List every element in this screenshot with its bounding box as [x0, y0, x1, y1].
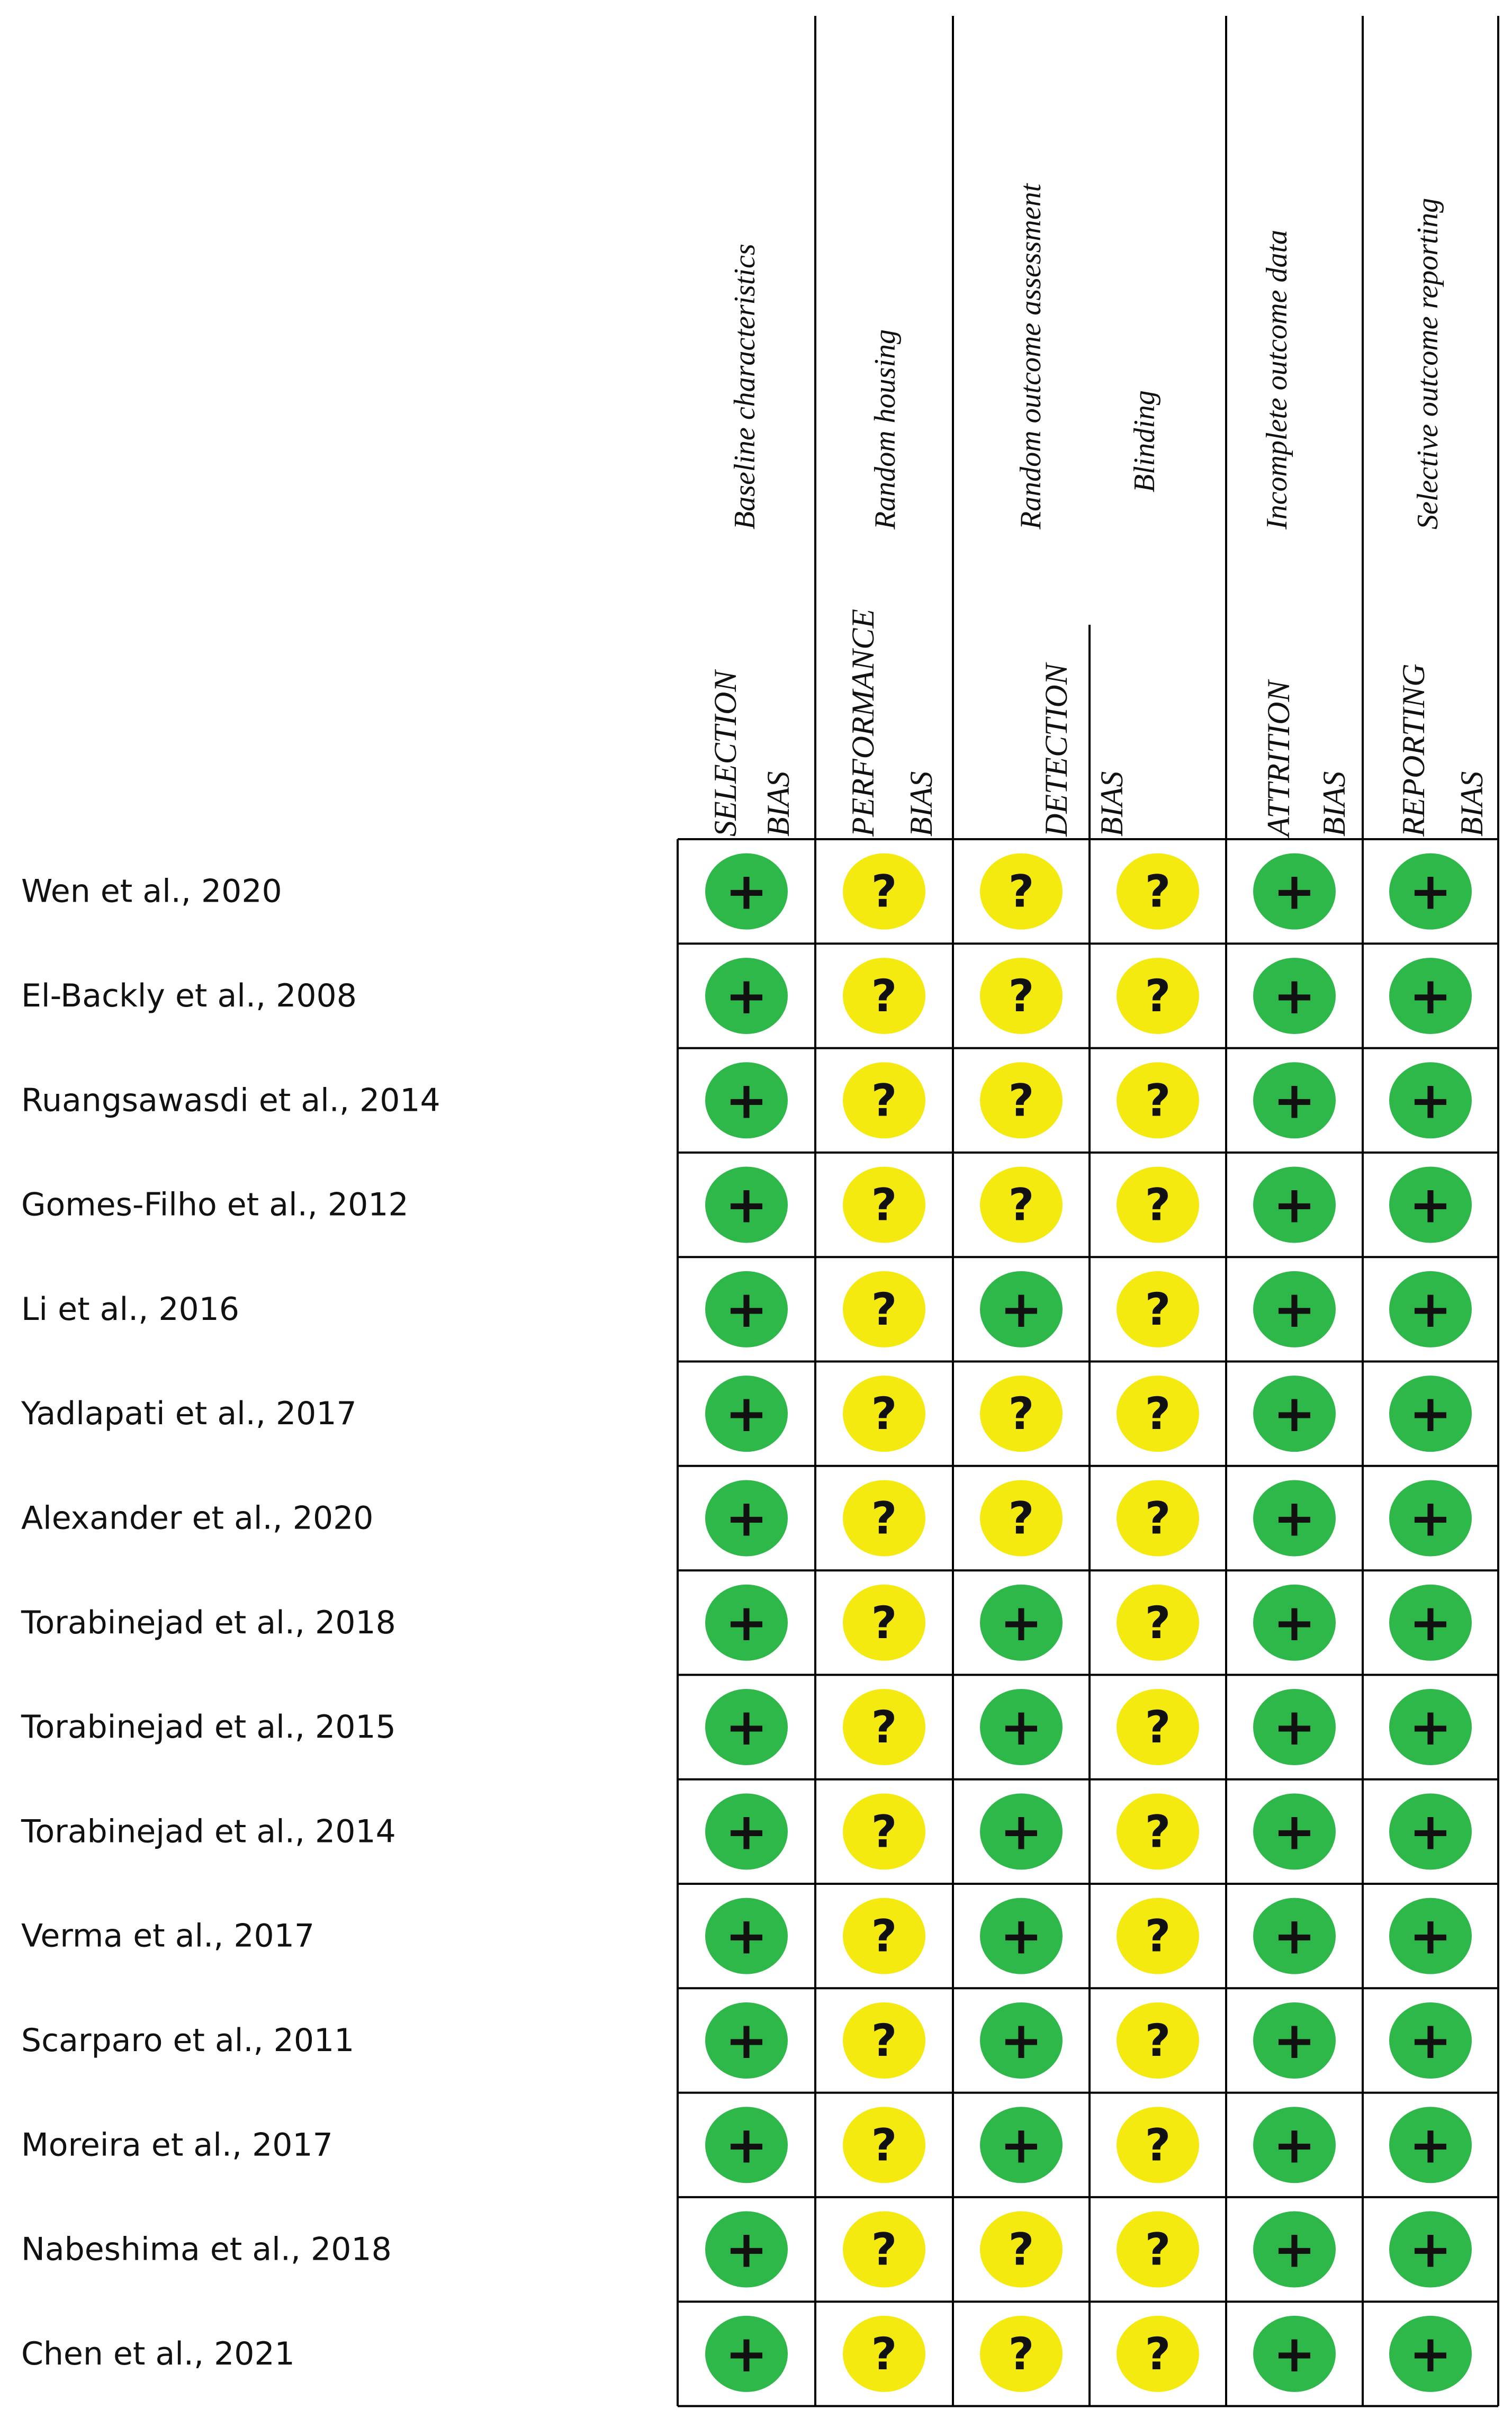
unclear-risk-icon — [843, 1167, 925, 1243]
unclear-risk-icon — [1117, 1062, 1199, 1138]
unclear-risk-icon — [1117, 2316, 1199, 2392]
rating-symbol: + — [1273, 966, 1316, 1026]
rating-symbol: + — [1273, 1488, 1316, 1548]
low-risk-icon — [1389, 2002, 1472, 2079]
rating-symbol: + — [1409, 1802, 1452, 1862]
low-risk-icon — [1389, 1062, 1472, 1138]
rating-symbol: + — [1273, 1071, 1316, 1130]
unclear-risk-icon — [1117, 2212, 1199, 2288]
rating-symbol: + — [1273, 1906, 1316, 1966]
domain-label: Baseline characteristics — [728, 244, 761, 529]
low-risk-icon — [1253, 1167, 1336, 1243]
low-risk-icon — [1253, 958, 1336, 1034]
low-risk-icon — [1253, 1689, 1336, 1765]
study-label: Torabinejad et al., 2015 — [21, 1709, 396, 1746]
low-risk-icon — [705, 853, 788, 930]
rating-symbol: + — [1409, 1279, 1452, 1339]
low-risk-icon — [705, 958, 788, 1034]
unclear-risk-icon — [1117, 1480, 1199, 1556]
rating-symbol: + — [1000, 2010, 1043, 2070]
rating-symbol: ? — [871, 969, 897, 1022]
study-label: Torabinejad et al., 2014 — [21, 1813, 396, 1850]
category-label: SELECTION — [708, 670, 743, 837]
low-risk-icon — [705, 1480, 788, 1556]
rating-symbol: ? — [871, 1910, 897, 1962]
low-risk-icon — [1253, 1480, 1336, 1556]
unclear-risk-icon — [843, 1271, 925, 1347]
low-risk-icon — [980, 1271, 1063, 1347]
unclear-risk-icon — [980, 2316, 1063, 2392]
domain-label: Random outcome assessment — [1014, 183, 1047, 529]
rating-symbol: + — [1273, 1279, 1316, 1339]
unclear-risk-icon — [1117, 1376, 1199, 1452]
rating-symbol: + — [1273, 1593, 1316, 1652]
rating-symbol: ? — [1008, 1074, 1034, 1127]
unclear-risk-icon — [1117, 958, 1199, 1034]
unclear-risk-icon — [1117, 1793, 1199, 1869]
rating-symbol: ? — [1145, 1283, 1171, 1335]
low-risk-icon — [980, 1689, 1063, 1765]
rating-symbol: + — [1000, 2115, 1043, 2175]
rating-symbol: ? — [871, 1074, 897, 1127]
unclear-risk-icon — [1117, 1898, 1199, 1974]
rating-symbol: + — [1409, 2324, 1452, 2384]
unclear-risk-icon — [980, 958, 1063, 1034]
rating-symbol: ? — [871, 1701, 897, 1754]
study-label: Li et al., 2016 — [21, 1290, 240, 1328]
rating-symbol: ? — [1008, 1179, 1034, 1231]
low-risk-icon — [1389, 1271, 1472, 1347]
unclear-risk-icon — [1117, 1585, 1199, 1661]
unclear-risk-icon — [843, 853, 925, 930]
category-label: DETECTION — [1039, 663, 1074, 837]
rating-symbol: + — [1409, 2115, 1452, 2175]
study-label: El-Backly et al., 2008 — [21, 977, 357, 1014]
rating-symbol: ? — [1145, 969, 1171, 1022]
low-risk-icon — [1389, 853, 1472, 930]
rating-symbol: ? — [1145, 1388, 1171, 1440]
rating-symbol: ? — [1008, 1492, 1034, 1544]
category-label-suffix: BIAS — [1094, 771, 1129, 837]
low-risk-icon — [1253, 1585, 1336, 1661]
low-risk-icon — [980, 2002, 1063, 2079]
study-label: Wen et al., 2020 — [21, 873, 282, 910]
study-label: Yadlapati et al., 2017 — [21, 1395, 357, 1433]
unclear-risk-icon — [980, 2212, 1063, 2288]
rating-symbol: + — [1409, 966, 1452, 1026]
category-label: PERFORMANCE — [845, 609, 880, 837]
rating-symbol: ? — [1145, 865, 1171, 918]
unclear-risk-icon — [980, 1376, 1063, 1452]
rating-symbol: + — [725, 861, 768, 921]
rating-symbol: + — [1409, 861, 1452, 921]
low-risk-icon — [980, 1898, 1063, 1974]
rating-symbol: + — [1273, 2115, 1316, 2175]
low-risk-icon — [980, 1793, 1063, 1869]
rating-symbol: ? — [1145, 1596, 1171, 1649]
low-risk-icon — [1389, 1376, 1472, 1452]
rating-symbol: + — [1273, 2324, 1316, 2384]
unclear-risk-icon — [843, 1480, 925, 1556]
study-label: Gomes-Filho et al., 2012 — [21, 1186, 409, 1224]
study-label: Torabinejad et al., 2018 — [21, 1604, 396, 1641]
rating-symbol: + — [1000, 1279, 1043, 1339]
rating-symbol: + — [1273, 2219, 1316, 2279]
category-label: REPORTING — [1396, 663, 1431, 837]
low-risk-icon — [705, 1167, 788, 1243]
rating-symbol: ? — [1145, 1910, 1171, 1962]
rating-symbol: ? — [871, 2327, 897, 2380]
category-label-suffix: BIAS — [904, 771, 939, 837]
rating-symbol: ? — [871, 2119, 897, 2171]
low-risk-icon — [1389, 958, 1472, 1034]
category-label-suffix: BIAS — [1317, 771, 1352, 837]
rating-symbol: + — [725, 1071, 768, 1130]
domain-label: Random housing — [869, 329, 902, 529]
rating-symbol: ? — [871, 1283, 897, 1335]
study-label: Verma et al., 2017 — [21, 1917, 315, 1955]
rating-symbol: ? — [1145, 1805, 1171, 1858]
rating-symbol: ? — [1145, 2327, 1171, 2380]
study-label: Nabeshima et al., 2018 — [21, 2231, 392, 2268]
domain-label: Incomplete outcome data — [1261, 229, 1293, 529]
low-risk-icon — [705, 1585, 788, 1661]
rating-symbol: + — [725, 1279, 768, 1339]
study-label: Scarparo et al., 2011 — [21, 2021, 355, 2059]
rating-symbol: + — [1409, 1488, 1452, 1548]
low-risk-icon — [980, 1585, 1063, 1661]
low-risk-icon — [705, 2212, 788, 2288]
unclear-risk-icon — [980, 853, 1063, 930]
unclear-risk-icon — [843, 958, 925, 1034]
unclear-risk-icon — [843, 1062, 925, 1138]
low-risk-icon — [705, 1898, 788, 1974]
unclear-risk-icon — [1117, 2107, 1199, 2183]
rating-symbol: + — [725, 1175, 768, 1235]
rating-symbol: ? — [1008, 2327, 1034, 2380]
low-risk-icon — [705, 1062, 788, 1138]
domain-label: Blinding — [1128, 390, 1161, 492]
low-risk-icon — [1389, 1898, 1472, 1974]
low-risk-icon — [1253, 2316, 1336, 2392]
rating-symbol: + — [725, 1697, 768, 1757]
rating-symbol: + — [1409, 1071, 1452, 1130]
low-risk-icon — [1389, 2316, 1472, 2392]
category-label-suffix: BIAS — [761, 771, 796, 837]
low-risk-icon — [1389, 2212, 1472, 2288]
rating-symbol: + — [725, 1593, 768, 1652]
unclear-risk-icon — [843, 1898, 925, 1974]
rating-symbol: ? — [871, 2014, 897, 2066]
category-label: ATTRITION — [1261, 680, 1296, 837]
low-risk-icon — [1389, 1585, 1472, 1661]
rating-symbol: + — [725, 966, 768, 1026]
rating-symbol: + — [1409, 1384, 1452, 1444]
low-risk-icon — [705, 1376, 788, 1452]
rating-symbol: + — [725, 2115, 768, 2175]
rating-symbol: ? — [871, 1492, 897, 1544]
rating-symbol: + — [1000, 1593, 1043, 1652]
study-label: Alexander et al., 2020 — [21, 1499, 374, 1537]
low-risk-icon — [705, 1689, 788, 1765]
rating-symbol: + — [1273, 1384, 1316, 1444]
rating-symbol: ? — [1145, 2119, 1171, 2171]
rating-symbol: + — [1273, 861, 1316, 921]
unclear-risk-icon — [1117, 1167, 1199, 1243]
low-risk-icon — [1253, 2107, 1336, 2183]
low-risk-icon — [1389, 1480, 1472, 1556]
rating-symbol: + — [1409, 2010, 1452, 2070]
rating-symbol: + — [725, 2219, 768, 2279]
rating-symbol: ? — [1008, 2223, 1034, 2276]
low-risk-icon — [1389, 1689, 1472, 1765]
rating-symbol: + — [1409, 1175, 1452, 1235]
low-risk-icon — [1389, 2107, 1472, 2183]
unclear-risk-icon — [843, 1376, 925, 1452]
unclear-risk-icon — [843, 1793, 925, 1869]
rating-symbol: ? — [871, 1388, 897, 1440]
rating-symbol: + — [1409, 2219, 1452, 2279]
unclear-risk-icon — [1117, 1271, 1199, 1347]
low-risk-icon — [1253, 1062, 1336, 1138]
low-risk-icon — [1389, 1793, 1472, 1869]
rating-symbol: ? — [1145, 1701, 1171, 1754]
low-risk-icon — [1253, 1376, 1336, 1452]
rating-symbol: ? — [1145, 1074, 1171, 1127]
unclear-risk-icon — [843, 1585, 925, 1661]
unclear-risk-icon — [843, 2316, 925, 2392]
unclear-risk-icon — [980, 1062, 1063, 1138]
unclear-risk-icon — [1117, 1689, 1199, 1765]
study-label: Ruangsawasdi et al., 2014 — [21, 1082, 440, 1119]
rating-symbol: + — [1000, 1697, 1043, 1757]
rating-symbol: + — [725, 1802, 768, 1862]
unclear-risk-icon — [843, 2002, 925, 2079]
rating-symbol: ? — [1145, 1179, 1171, 1231]
rating-symbol: ? — [871, 1596, 897, 1649]
rating-symbol: + — [1273, 1175, 1316, 1235]
unclear-risk-icon — [980, 1480, 1063, 1556]
rating-symbol: ? — [871, 2223, 897, 2276]
low-risk-icon — [705, 2316, 788, 2392]
rating-symbol: ? — [1145, 2014, 1171, 2066]
rating-symbol: + — [1000, 1802, 1043, 1862]
rating-symbol: ? — [1145, 2223, 1171, 2276]
study-label: Moreira et al., 2017 — [21, 2126, 333, 2164]
rating-symbol: + — [1409, 1593, 1452, 1652]
low-risk-icon — [705, 2002, 788, 2079]
unclear-risk-icon — [980, 1167, 1063, 1243]
rating-symbol: + — [1273, 1697, 1316, 1757]
unclear-risk-icon — [1117, 2002, 1199, 2079]
rating-symbol: + — [1273, 1802, 1316, 1862]
low-risk-icon — [1253, 853, 1336, 930]
rating-symbol: ? — [871, 865, 897, 918]
low-risk-icon — [1253, 1793, 1336, 1869]
unclear-risk-icon — [843, 2212, 925, 2288]
rating-symbol: + — [1409, 1697, 1452, 1757]
rating-symbol: + — [725, 2324, 768, 2384]
low-risk-icon — [1253, 1271, 1336, 1347]
low-risk-icon — [980, 2107, 1063, 2183]
study-label: Chen et al., 2021 — [21, 2335, 295, 2372]
domain-label: Selective outcome reporting — [1411, 197, 1444, 529]
rating-symbol: ? — [1008, 969, 1034, 1022]
rating-symbol: ? — [1008, 1388, 1034, 1440]
rating-symbol: + — [725, 1906, 768, 1966]
rating-symbol: + — [725, 1384, 768, 1444]
rating-symbol: ? — [871, 1805, 897, 1858]
rating-symbol: ? — [1145, 1492, 1171, 1544]
rating-symbol: + — [725, 2010, 768, 2070]
unclear-risk-icon — [843, 1689, 925, 1765]
rating-symbol: + — [1000, 1906, 1043, 1966]
rating-symbol: ? — [871, 1179, 897, 1231]
low-risk-icon — [1253, 2212, 1336, 2288]
low-risk-icon — [1253, 1898, 1336, 1974]
rating-symbol: + — [725, 1488, 768, 1548]
category-label-suffix: BIAS — [1454, 771, 1489, 837]
rating-symbol: + — [1409, 1906, 1452, 1966]
rating-symbol: + — [1273, 2010, 1316, 2070]
unclear-risk-icon — [1117, 853, 1199, 930]
low-risk-icon — [705, 2107, 788, 2183]
low-risk-icon — [705, 1793, 788, 1869]
unclear-risk-icon — [843, 2107, 925, 2183]
low-risk-icon — [1389, 1167, 1472, 1243]
low-risk-icon — [705, 1271, 788, 1347]
low-risk-icon — [1253, 2002, 1336, 2079]
rating-symbol: ? — [1008, 865, 1034, 918]
